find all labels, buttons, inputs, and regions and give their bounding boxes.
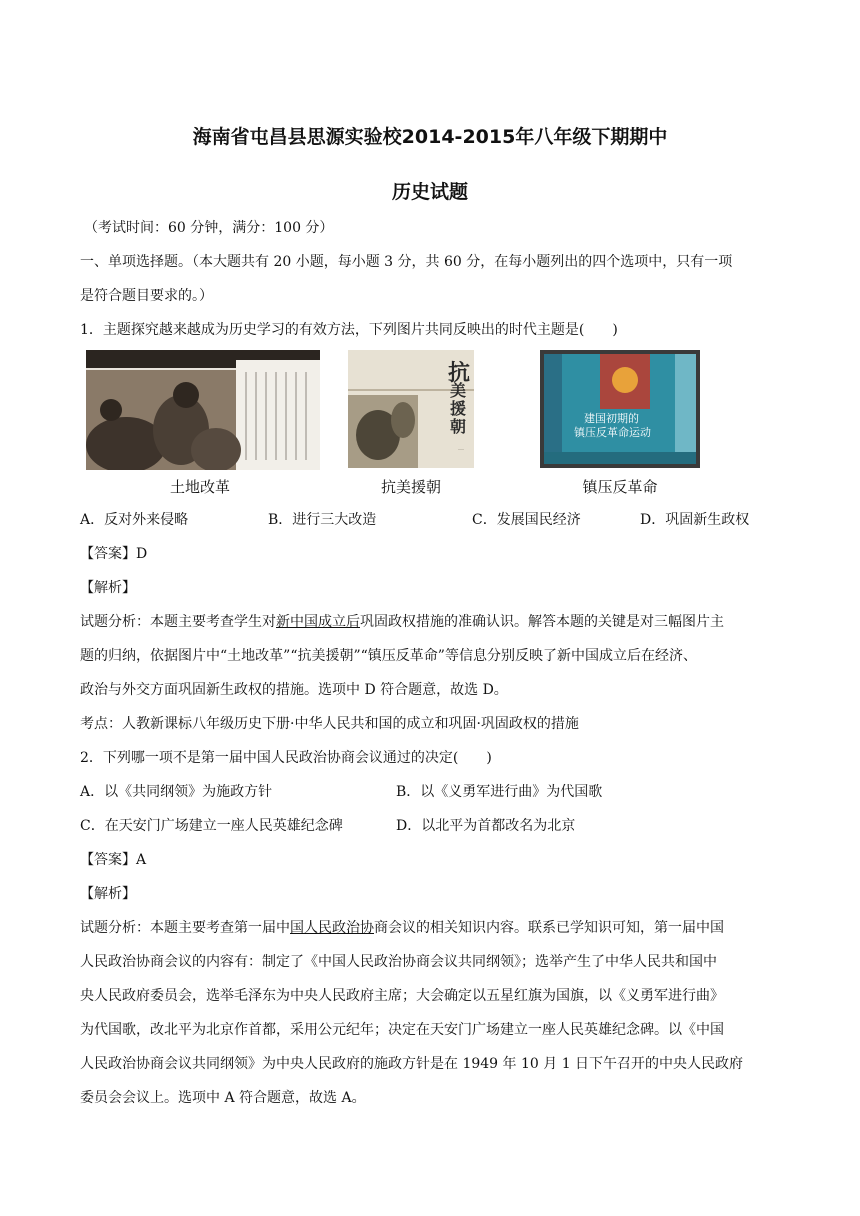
q1-analysis-line3: 政治与外交方面巩固新生政权的措施。选项中 D 符合题意，故选 D。 — [80, 682, 508, 698]
q2-analysis-line3: 央人民政府委员会，选举毛泽东为中央人民政府主席；大会确定以五星红旗为国旗，以《义勇军进行曲》 — [80, 988, 724, 1004]
book-title-rest: 美援朝 — [450, 381, 467, 436]
q2-option-a: A．以《共同纲领》为施政方针 — [80, 784, 273, 800]
book-cover-text-2: 镇压反革命运动 — [574, 426, 651, 439]
q1-option-c: C．发展国民经济 — [472, 512, 581, 528]
q1-option-a: A．反对外来侵略 — [80, 512, 189, 528]
section-heading-line1: 一、单项选择题。（本大题共有 20 小题，每小题 3 分，共 60 分，在每小题列出的四个选项中，只有一项 — [80, 254, 733, 270]
page-subtitle: 历史试题 — [391, 181, 468, 203]
q2-analysis-line5: 人民政治协商会议共同纲领》为中央人民政府的施政方针是在 1949 年 10 月 1 日下午召开的中央人民政府 — [80, 1056, 744, 1072]
q2-analysis-line6: 委员会会议上。选项中 A 符合题意，故选 A。 — [80, 1090, 366, 1106]
q2-analysis-line4: 为代国歌，改北平为北京作首都，采用公元纪年；决定在天安门广场建立一座人民英雄纪念碑。以《中国 — [80, 1022, 724, 1038]
page-title: 海南省屯昌县思源实验校2014-2015年八年级下期期中 — [192, 126, 668, 148]
land-reform-photo — [86, 350, 320, 470]
book-title-char: 抗 — [448, 360, 471, 386]
question-1-stem: 1．主题探究越来越成为历史学习的有效方法，下列图片共同反映出的时代主题是( ) — [80, 322, 618, 338]
section-heading-line2: 是符合题目要求的。） — [80, 288, 213, 304]
svg-text:…: … — [458, 445, 464, 452]
question-2-stem: 2．下列哪一项不是第一届中国人民政治协商会议通过的决定( ) — [80, 750, 492, 766]
resist-america-caption: 抗美援朝 — [380, 478, 441, 496]
q2-answer: 【答案】A — [80, 852, 147, 868]
q1-analysis-label: 【解析】 — [80, 580, 136, 596]
q1-analysis-line2: 题的归纳，依据图片中“土地改革”“抗美援朝”“镇压反革命”等信息分别反映了新中国成立后在经济、 — [80, 648, 697, 664]
exam-info: （考试时间：60 分钟，满分：100 分） — [84, 220, 334, 236]
q2-option-d: D．以北平为首都改名为北京 — [396, 818, 576, 834]
q2-analysis-line2: 人民政治协商会议的内容有：制定了《中国人民政治协商会议共同纲领》；选举产生了中华人民共和国中 — [80, 954, 717, 970]
q1-answer: 【答案】D — [80, 546, 148, 562]
q1-knowledge-point: 考点：人教新课标八年级历史下册·中华人民共和国的成立和巩固·巩固政权的措施 — [80, 716, 579, 732]
suppress-counterrevolution-book — [540, 350, 700, 468]
q1-option-b: B．进行三大改造 — [268, 512, 377, 528]
book-cover-text-1: 建国初期的 — [584, 412, 639, 425]
suppress-counterrevolution-caption: 镇压反革命 — [582, 478, 658, 496]
q2-analysis-label: 【解析】 — [80, 886, 136, 902]
q1-analysis-line1: 试题分析：本题主要考查学生对新中国成立后巩固政权措施的准确认识。解答本题的关键是对三幅图片主 — [80, 614, 724, 630]
q2-option-c: C．在天安门广场建立一座人民英雄纪念碑 — [80, 818, 343, 834]
q1-option-d: D．巩固新生政权 — [640, 512, 750, 528]
q2-analysis-line1: 试题分析：本题主要考查第一届中国人民政治协商会议的相关知识内容。联系已学知识可知，第一届中国 — [80, 920, 724, 936]
land-reform-caption: 土地改革 — [169, 478, 230, 496]
q2-option-b: B．以《义勇军进行曲》为代国歌 — [396, 784, 603, 800]
